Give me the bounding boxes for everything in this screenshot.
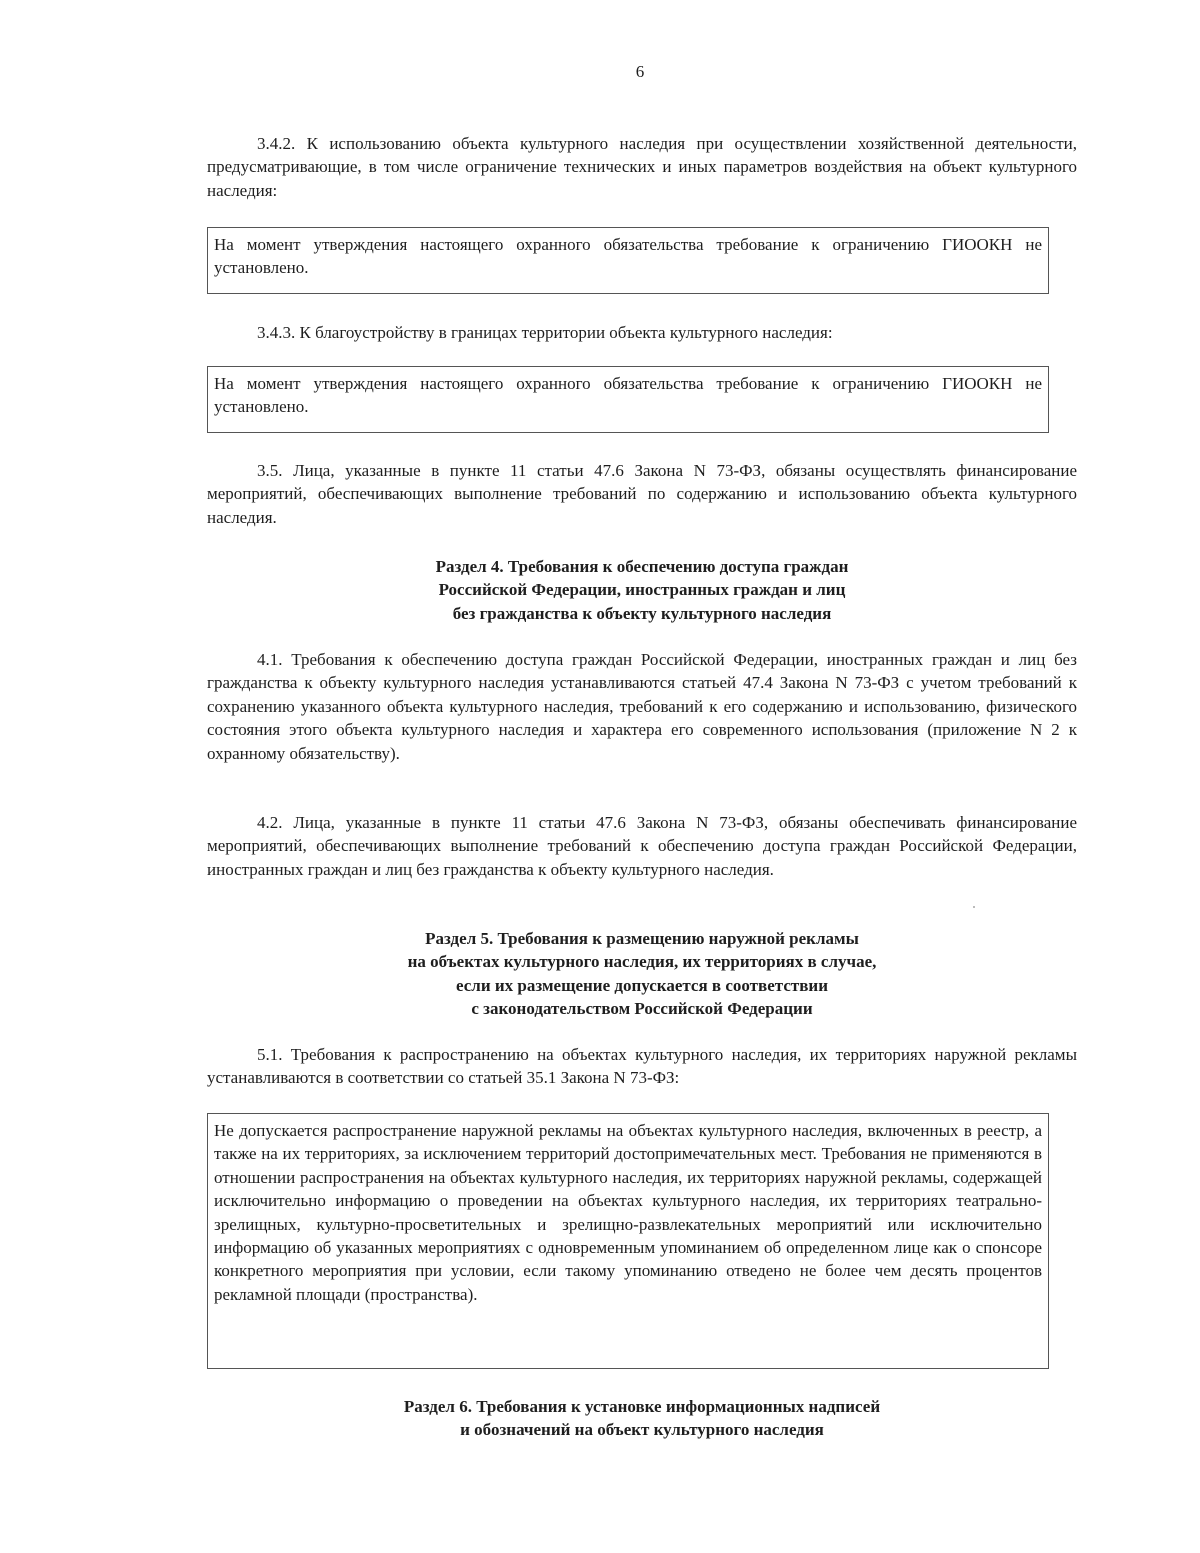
section-4-heading <box>207 555 1077 625</box>
paragraph-5-1: 5.1. Требования к распространению на объектах культурного наследия, их территориях наружной рекламы устанавливаются в соответствии со статьей 35.1 Закона N 73-ФЗ: <box>207 1045 1077 1088</box>
section-5-heading-line: на объектах культурного наследия, их территориях в случае, <box>407 952 877 972</box>
scan-speck <box>973 906 975 908</box>
section-6-heading <box>207 1395 1077 1442</box>
page-number: 6 <box>635 62 645 81</box>
paragraph-3-5: 3.5. Лица, указанные в пункте 11 статьи 47.6 Закона N 73-ФЗ, обязаны осуществлять финансирование мероприятий, обеспечивающих выполнение требований по содержанию и использованию объекта культурного наследия. <box>207 461 1077 527</box>
section-4-heading-line: Российской Федерации, иностранных граждан и лиц <box>438 580 846 600</box>
section-6-heading-line: Раздел 6. Требования к установке информационных надписей <box>403 1397 881 1416</box>
paragraph-3-4-3: 3.4.3. К благоустройству в границах территории объекта культурного наследия: <box>257 323 833 342</box>
section-5-heading-line: Раздел 5. Требования к размещению наружной рекламы <box>425 929 859 948</box>
requirement-box-3-4-3: На момент утверждения настоящего охранного обязательства требование к ограничению ГИООКН не установлено. <box>207 366 1049 433</box>
section-5-heading-line: с законодательством Российской Федерации <box>471 999 813 1019</box>
section-4-heading-line: без гражданства к объекту культурного наследия <box>452 603 832 623</box>
paragraph-3-4-2: 3.4.2. К использованию объекта культурного наследия при осуществлении хозяйственной деятельности, предусматривающие, в том числе ограничение технических и иных параметров воздействия на объект культурного наследия: <box>207 134 1077 200</box>
section-5-heading <box>207 927 1077 1021</box>
paragraph-4-2: 4.2. Лица, указанные в пункте 11 статьи 47.6 Закона N 73-ФЗ, обязаны обеспечивать финансирование мероприятий, обеспечивающих выполнение требований к обеспечению доступа граждан Российской Федерации, иностранных граждан и лиц без гражданства к объекту культурного наследия. <box>207 813 1077 879</box>
section-4-heading-line: Раздел 4. Требования к обеспечению доступа граждан <box>435 557 849 576</box>
section-5-heading-line: если их размещение допускается в соответствии <box>456 975 828 995</box>
section-6-heading-line: и обозначений на объект культурного наследия <box>460 1420 824 1440</box>
requirement-box-3-4-2: На момент утверждения настоящего охранного обязательства требование к ограничению ГИООКН не установлено. <box>207 227 1049 294</box>
requirement-box-5-1: Не допускается распространение наружной рекламы на объектах культурного наследия, включенных в реестр, а также на их территориях, за исключением территорий достопримечательных мест. Требования не применяются в отношении распространения на объектах культурного наследия, их территориях наружной рекламы, содержащей исключительно информацию о проведении на объектах культурного наследия, их территориях театрально-зрелищных, культурно-просветительных и зрелищно-развлекательных мероприятий или исключительно информацию об указанных мероприятиях с одновременным упоминанием об определенном лице как о спонсоре конкретного мероприятия при условии, если такому упоминанию отведено не более чем десять процентов рекламной площади (пространства). <box>207 1113 1049 1369</box>
paragraph-4-1: 4.1. Требования к обеспечению доступа граждан Российской Федерации, иностранных граждан и лиц без гражданства к объекту культурного наследия устанавливаются статьей 47.4 Закона N 73-ФЗ с учетом требований к сохранению указанного объекта культурного наследия, требований к его содержанию и использованию, физического состояния этого объекта культурного наследия и характера его современного использования (приложение N 2 к охранному обязательству). <box>207 650 1077 763</box>
